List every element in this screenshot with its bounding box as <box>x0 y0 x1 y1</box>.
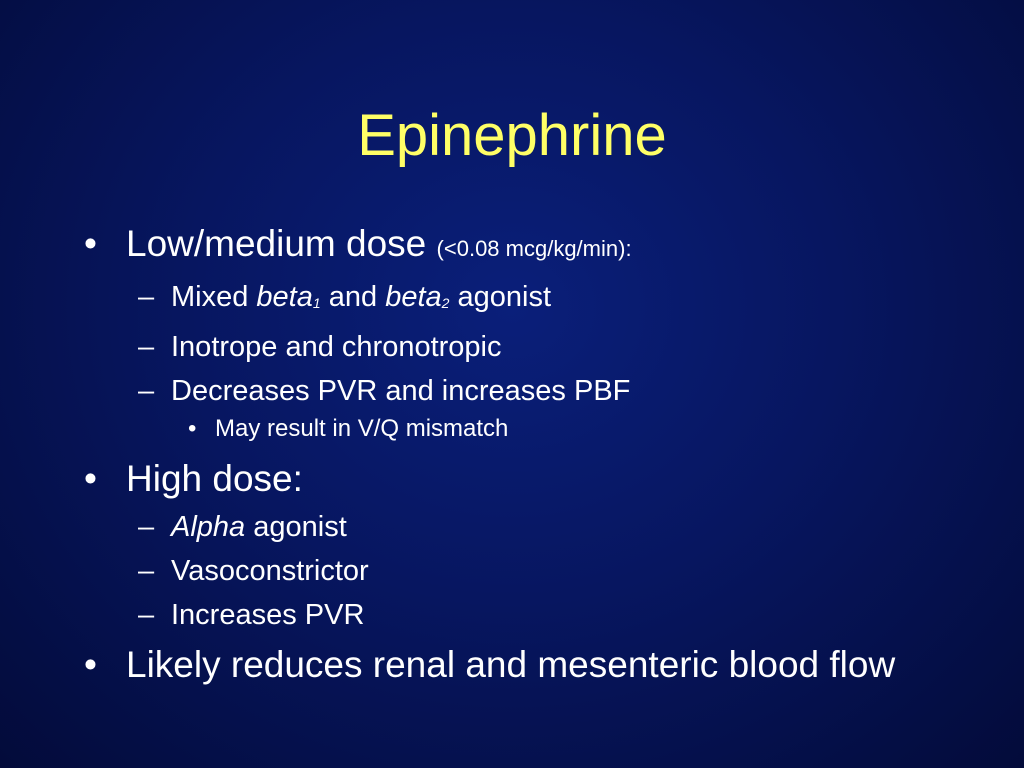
bullet-dot: • <box>84 223 97 264</box>
sub-sub-bullet-vq-mismatch <box>188 411 964 447</box>
text-beta1: beta <box>256 281 313 313</box>
slide-body <box>84 222 964 691</box>
bullet-text: High dose: <box>126 458 303 499</box>
bullet-text: May result in V/Q mismatch <box>215 415 509 442</box>
sub-bullet-alpha-agonist <box>138 507 964 547</box>
bullet-renal-mesenteric <box>84 645 964 685</box>
text-mixed: Mixed <box>171 281 249 313</box>
bullet-high-dose <box>84 457 964 501</box>
bullet-dot: • <box>84 458 97 499</box>
dash: – <box>138 331 155 363</box>
bullet-text: Increases PVR <box>171 599 365 631</box>
sub-bullet-increases-pvr <box>138 595 964 635</box>
subscript-2: 2 <box>441 295 450 311</box>
text-alpha: Alpha <box>171 511 246 543</box>
dash: – <box>138 511 155 543</box>
bullet-low-medium-dose <box>84 222 964 271</box>
bullet-dot: • <box>188 415 197 442</box>
text-agonist: agonist <box>253 511 347 543</box>
dash: – <box>138 599 155 631</box>
bullet-dot: • <box>84 644 97 685</box>
dash: – <box>138 281 155 313</box>
bullet-text: Low/medium dose <box>126 223 427 264</box>
dose-note: (<0.08 mcg/kg/min): <box>436 236 632 261</box>
bullet-text: Decreases PVR and increases PBF <box>171 375 631 407</box>
dash: – <box>138 555 155 587</box>
bullet-text: Inotrope and chronotropic <box>171 331 502 363</box>
sub-bullet-inotrope <box>138 327 964 367</box>
text-agonist: agonist <box>457 281 552 313</box>
sub-bullet-mixed-beta <box>138 277 964 323</box>
sub-bullet-decreases-pvr <box>138 371 964 411</box>
dash: – <box>138 375 155 407</box>
bullet-text: Vasoconstrictor <box>171 555 369 587</box>
bullet-text: Likely reduces renal and mesenteric blood flow <box>126 644 896 685</box>
subscript-1: 1 <box>312 295 321 311</box>
sub-bullet-vasoconstrictor <box>138 551 964 591</box>
text-beta2: beta <box>385 281 442 313</box>
text-and: and <box>328 281 378 313</box>
slide-title: Epinephrine <box>357 103 667 168</box>
